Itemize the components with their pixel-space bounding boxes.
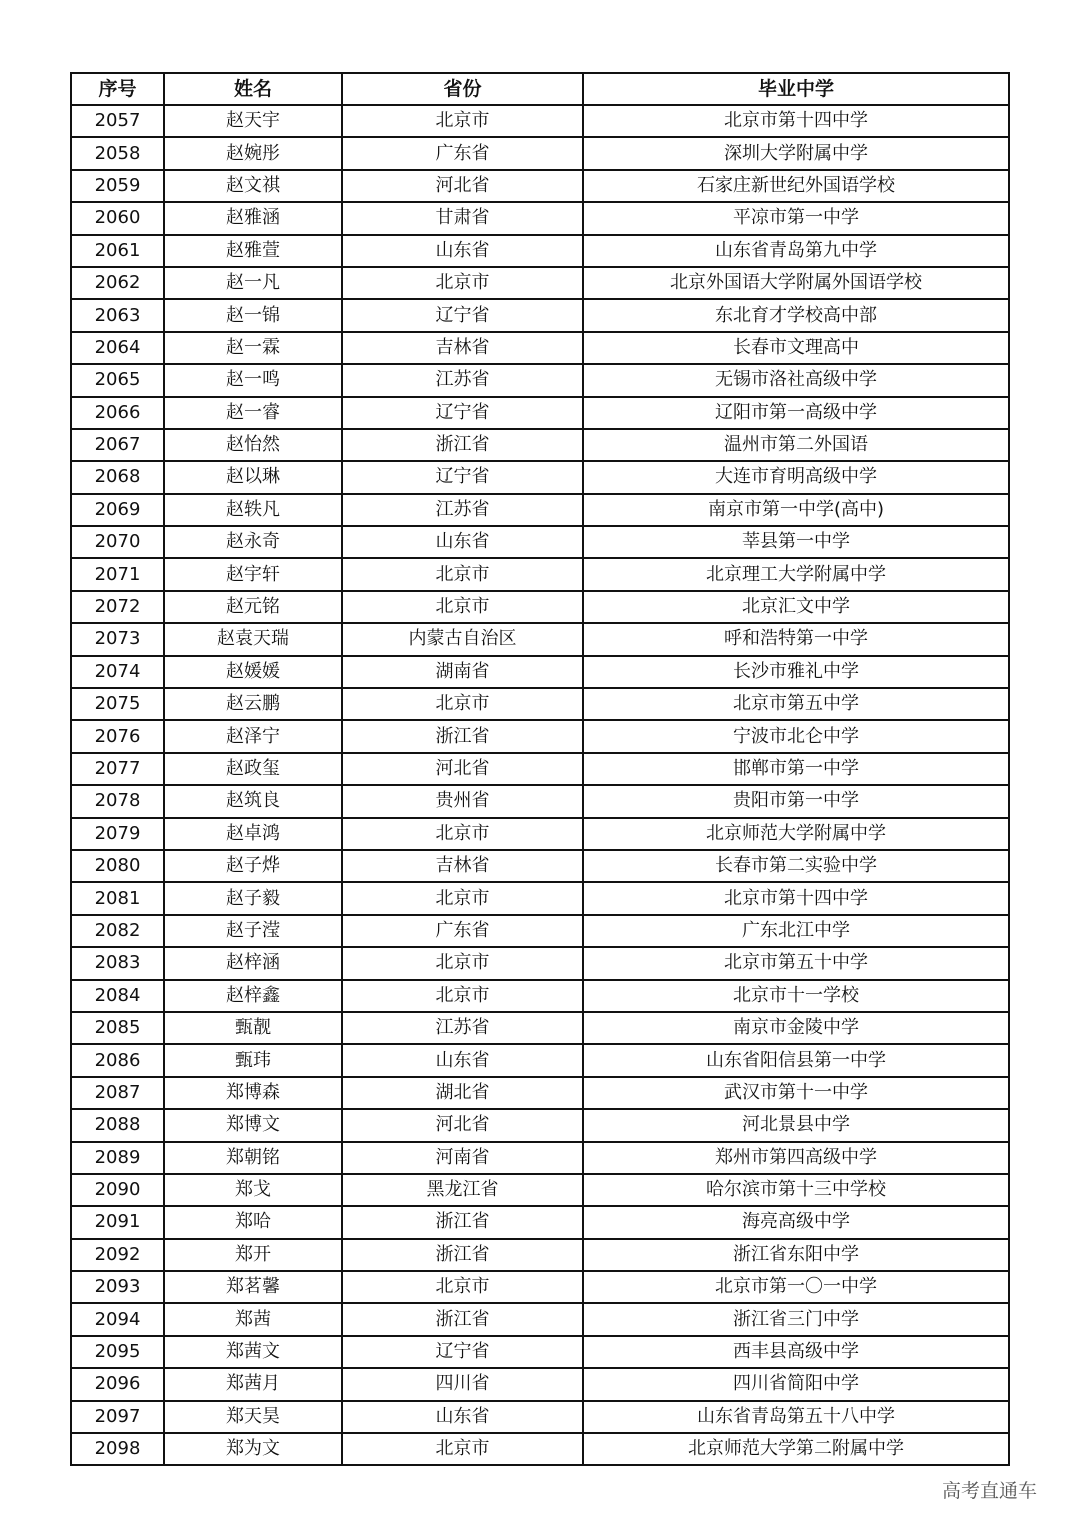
table-row	[71, 170, 1009, 202]
cell-school: 北京市第五十中学	[583, 947, 1009, 979]
cell-school: 北京汇文中学	[583, 591, 1009, 623]
cell-province: 山东省	[342, 235, 583, 267]
cell-province: 河北省	[342, 1109, 583, 1141]
cell-province: 吉林省	[342, 332, 583, 364]
cell-province: 浙江省	[342, 429, 583, 461]
cell-school: 哈尔滨市第十三中学校	[583, 1174, 1009, 1206]
cell-name: 赵轶凡	[164, 494, 342, 526]
cell-index: 2077	[71, 753, 164, 785]
cell-school: 北京市第十四中学	[583, 105, 1009, 137]
cell-school: 西丰县高级中学	[583, 1336, 1009, 1368]
table-row	[71, 947, 1009, 979]
cell-name: 赵文祺	[164, 170, 342, 202]
cell-province: 辽宁省	[342, 299, 583, 331]
cell-index: 2065	[71, 364, 164, 396]
watermark: 高考直通车	[942, 1480, 1038, 1502]
table-row	[71, 267, 1009, 299]
cell-name: 赵卓鸿	[164, 818, 342, 850]
cell-index: 2089	[71, 1142, 164, 1174]
cell-province: 山东省	[342, 1401, 583, 1433]
cell-index: 2098	[71, 1433, 164, 1465]
cell-province: 四川省	[342, 1368, 583, 1400]
cell-province: 黑龙江省	[342, 1174, 583, 1206]
table-row	[71, 850, 1009, 882]
cell-school: 河北景县中学	[583, 1109, 1009, 1141]
table-row	[71, 235, 1009, 267]
cell-name: 甄靓	[164, 1012, 342, 1044]
cell-school: 北京理工大学附属中学	[583, 558, 1009, 590]
cell-name: 郑博文	[164, 1109, 342, 1141]
cell-province: 吉林省	[342, 850, 583, 882]
cell-school: 武汉市第十一中学	[583, 1077, 1009, 1109]
cell-school: 宁波市北仑中学	[583, 720, 1009, 752]
table-row	[71, 332, 1009, 364]
cell-school: 南京市金陵中学	[583, 1012, 1009, 1044]
cell-name: 赵筑良	[164, 785, 342, 817]
cell-name: 赵袁天瑞	[164, 623, 342, 655]
cell-index: 2082	[71, 915, 164, 947]
cell-province: 江苏省	[342, 1012, 583, 1044]
table-row	[71, 656, 1009, 688]
cell-school: 广东北江中学	[583, 915, 1009, 947]
table-row	[71, 1012, 1009, 1044]
cell-name: 赵天宇	[164, 105, 342, 137]
table-row	[71, 461, 1009, 493]
cell-index: 2061	[71, 235, 164, 267]
cell-school: 南京市第一中学(高中)	[583, 494, 1009, 526]
cell-index: 2091	[71, 1206, 164, 1238]
table-row	[71, 1077, 1009, 1109]
header-school: 毕业中学	[583, 73, 1009, 105]
cell-school: 长春市文理高中	[583, 332, 1009, 364]
cell-province: 内蒙古自治区	[342, 623, 583, 655]
cell-index: 2062	[71, 267, 164, 299]
cell-province: 河北省	[342, 170, 583, 202]
cell-province: 贵州省	[342, 785, 583, 817]
table-row	[71, 1401, 1009, 1433]
cell-name: 赵泽宁	[164, 720, 342, 752]
cell-index: 2085	[71, 1012, 164, 1044]
cell-index: 2075	[71, 688, 164, 720]
cell-index: 2058	[71, 137, 164, 169]
cell-province: 山东省	[342, 1044, 583, 1076]
cell-index: 2071	[71, 558, 164, 590]
header-row	[71, 73, 1009, 105]
cell-school: 北京市十一学校	[583, 980, 1009, 1012]
cell-name: 郑茗馨	[164, 1271, 342, 1303]
table-row	[71, 202, 1009, 234]
cell-province: 湖北省	[342, 1077, 583, 1109]
table-row	[71, 1109, 1009, 1141]
cell-name: 赵梓鑫	[164, 980, 342, 1012]
cell-name: 郑哈	[164, 1206, 342, 1238]
cell-index: 2093	[71, 1271, 164, 1303]
table-row	[71, 1303, 1009, 1335]
table-row	[71, 818, 1009, 850]
cell-school: 山东省青岛第九中学	[583, 235, 1009, 267]
cell-school: 浙江省东阳中学	[583, 1239, 1009, 1271]
cell-province: 北京市	[342, 267, 583, 299]
cell-index: 2059	[71, 170, 164, 202]
cell-name: 郑茜月	[164, 1368, 342, 1400]
cell-name: 赵雅涵	[164, 202, 342, 234]
table-row	[71, 1142, 1009, 1174]
cell-school: 深圳大学附属中学	[583, 137, 1009, 169]
cell-school: 无锡市洛社高级中学	[583, 364, 1009, 396]
cell-index: 2079	[71, 818, 164, 850]
cell-province: 山东省	[342, 526, 583, 558]
table-row	[71, 397, 1009, 429]
table-row	[71, 1044, 1009, 1076]
table-row	[71, 105, 1009, 137]
table-row	[71, 364, 1009, 396]
cell-name: 赵婉彤	[164, 137, 342, 169]
cell-name: 赵子滢	[164, 915, 342, 947]
cell-index: 2076	[71, 720, 164, 752]
cell-province: 浙江省	[342, 720, 583, 752]
cell-name: 赵子毅	[164, 882, 342, 914]
cell-school: 郑州市第四高级中学	[583, 1142, 1009, 1174]
table-row	[71, 137, 1009, 169]
table-row	[71, 429, 1009, 461]
cell-name: 郑博森	[164, 1077, 342, 1109]
table-row	[71, 526, 1009, 558]
header-name: 姓名	[164, 73, 342, 105]
cell-province: 辽宁省	[342, 397, 583, 429]
cell-school: 辽阳市第一高级中学	[583, 397, 1009, 429]
cell-school: 温州市第二外国语	[583, 429, 1009, 461]
cell-name: 赵一锦	[164, 299, 342, 331]
cell-name: 郑茜	[164, 1303, 342, 1335]
cell-name: 赵一霖	[164, 332, 342, 364]
table-row	[71, 299, 1009, 331]
cell-index: 2073	[71, 623, 164, 655]
cell-school: 海亮高级中学	[583, 1206, 1009, 1238]
cell-province: 北京市	[342, 105, 583, 137]
cell-index: 2060	[71, 202, 164, 234]
cell-province: 浙江省	[342, 1206, 583, 1238]
table-row	[71, 1336, 1009, 1368]
cell-province: 浙江省	[342, 1239, 583, 1271]
cell-school: 莘县第一中学	[583, 526, 1009, 558]
cell-index: 2074	[71, 656, 164, 688]
cell-name: 赵梓涵	[164, 947, 342, 979]
cell-index: 2064	[71, 332, 164, 364]
cell-school: 呼和浩特第一中学	[583, 623, 1009, 655]
header-index: 序号	[71, 73, 164, 105]
table-row	[71, 1206, 1009, 1238]
cell-index: 2072	[71, 591, 164, 623]
cell-school: 山东省阳信县第一中学	[583, 1044, 1009, 1076]
table-row	[71, 980, 1009, 1012]
cell-index: 2081	[71, 882, 164, 914]
cell-province: 北京市	[342, 688, 583, 720]
cell-school: 北京市第五中学	[583, 688, 1009, 720]
cell-province: 广东省	[342, 915, 583, 947]
table-row	[71, 688, 1009, 720]
cell-province: 浙江省	[342, 1303, 583, 1335]
table-row	[71, 591, 1009, 623]
cell-index: 2087	[71, 1077, 164, 1109]
cell-province: 江苏省	[342, 494, 583, 526]
cell-index: 2084	[71, 980, 164, 1012]
cell-name: 赵怡然	[164, 429, 342, 461]
cell-school: 长沙市雅礼中学	[583, 656, 1009, 688]
cell-school: 北京师范大学第二附属中学	[583, 1433, 1009, 1465]
cell-name: 赵一睿	[164, 397, 342, 429]
cell-school: 浙江省三门中学	[583, 1303, 1009, 1335]
cell-name: 赵政玺	[164, 753, 342, 785]
cell-province: 河北省	[342, 753, 583, 785]
cell-index: 2086	[71, 1044, 164, 1076]
cell-school: 北京市第一〇一中学	[583, 1271, 1009, 1303]
cell-school: 北京市第十四中学	[583, 882, 1009, 914]
table-row	[71, 1239, 1009, 1271]
table-row	[71, 558, 1009, 590]
cell-name: 赵一凡	[164, 267, 342, 299]
table-row	[71, 494, 1009, 526]
cell-province: 北京市	[342, 947, 583, 979]
cell-province: 北京市	[342, 818, 583, 850]
cell-school: 东北育才学校高中部	[583, 299, 1009, 331]
cell-school: 邯郸市第一中学	[583, 753, 1009, 785]
table-body	[71, 105, 1009, 1465]
cell-name: 郑戈	[164, 1174, 342, 1206]
cell-province: 湖南省	[342, 656, 583, 688]
cell-index: 2094	[71, 1303, 164, 1335]
cell-school: 山东省青岛第五十八中学	[583, 1401, 1009, 1433]
cell-index: 2068	[71, 461, 164, 493]
cell-name: 郑茜文	[164, 1336, 342, 1368]
cell-school: 平凉市第一中学	[583, 202, 1009, 234]
table-row	[71, 1368, 1009, 1400]
cell-index: 2057	[71, 105, 164, 137]
cell-school: 石家庄新世纪外国语学校	[583, 170, 1009, 202]
cell-school: 北京外国语大学附属外国语学校	[583, 267, 1009, 299]
cell-name: 赵宇轩	[164, 558, 342, 590]
table-row	[71, 1174, 1009, 1206]
table-row	[71, 785, 1009, 817]
cell-province: 辽宁省	[342, 461, 583, 493]
cell-province: 北京市	[342, 882, 583, 914]
cell-province: 广东省	[342, 137, 583, 169]
cell-name: 赵雅萱	[164, 235, 342, 267]
cell-school: 北京师范大学附属中学	[583, 818, 1009, 850]
cell-index: 2069	[71, 494, 164, 526]
cell-name: 赵一鸣	[164, 364, 342, 396]
cell-name: 赵永奇	[164, 526, 342, 558]
cell-school: 贵阳市第一中学	[583, 785, 1009, 817]
cell-name: 郑开	[164, 1239, 342, 1271]
cell-name: 赵元铭	[164, 591, 342, 623]
cell-school: 四川省简阳中学	[583, 1368, 1009, 1400]
cell-province: 甘肃省	[342, 202, 583, 234]
cell-name: 郑朝铭	[164, 1142, 342, 1174]
cell-name: 赵媛媛	[164, 656, 342, 688]
cell-province: 北京市	[342, 1271, 583, 1303]
cell-index: 2063	[71, 299, 164, 331]
table-row	[71, 1433, 1009, 1465]
cell-index: 2083	[71, 947, 164, 979]
table-row	[71, 720, 1009, 752]
cell-index: 2070	[71, 526, 164, 558]
table-row	[71, 915, 1009, 947]
cell-school: 长春市第二实验中学	[583, 850, 1009, 882]
cell-index: 2088	[71, 1109, 164, 1141]
cell-province: 辽宁省	[342, 1336, 583, 1368]
cell-index: 2097	[71, 1401, 164, 1433]
cell-name: 郑为文	[164, 1433, 342, 1465]
cell-name: 赵云鹏	[164, 688, 342, 720]
cell-name: 甄玮	[164, 1044, 342, 1076]
cell-province: 北京市	[342, 591, 583, 623]
cell-school: 大连市育明高级中学	[583, 461, 1009, 493]
cell-name: 郑天昊	[164, 1401, 342, 1433]
header-province: 省份	[342, 73, 583, 105]
table-row	[71, 753, 1009, 785]
cell-province: 河南省	[342, 1142, 583, 1174]
cell-index: 2078	[71, 785, 164, 817]
cell-province: 江苏省	[342, 364, 583, 396]
cell-province: 北京市	[342, 1433, 583, 1465]
cell-province: 北京市	[342, 980, 583, 1012]
cell-name: 赵以琳	[164, 461, 342, 493]
table-row	[71, 882, 1009, 914]
cell-index: 2095	[71, 1336, 164, 1368]
student-table	[70, 72, 1010, 1466]
cell-index: 2080	[71, 850, 164, 882]
table-row	[71, 623, 1009, 655]
cell-index: 2067	[71, 429, 164, 461]
cell-index: 2096	[71, 1368, 164, 1400]
cell-name: 赵子烨	[164, 850, 342, 882]
cell-index: 2092	[71, 1239, 164, 1271]
cell-province: 北京市	[342, 558, 583, 590]
table-row	[71, 1271, 1009, 1303]
cell-index: 2066	[71, 397, 164, 429]
cell-index: 2090	[71, 1174, 164, 1206]
